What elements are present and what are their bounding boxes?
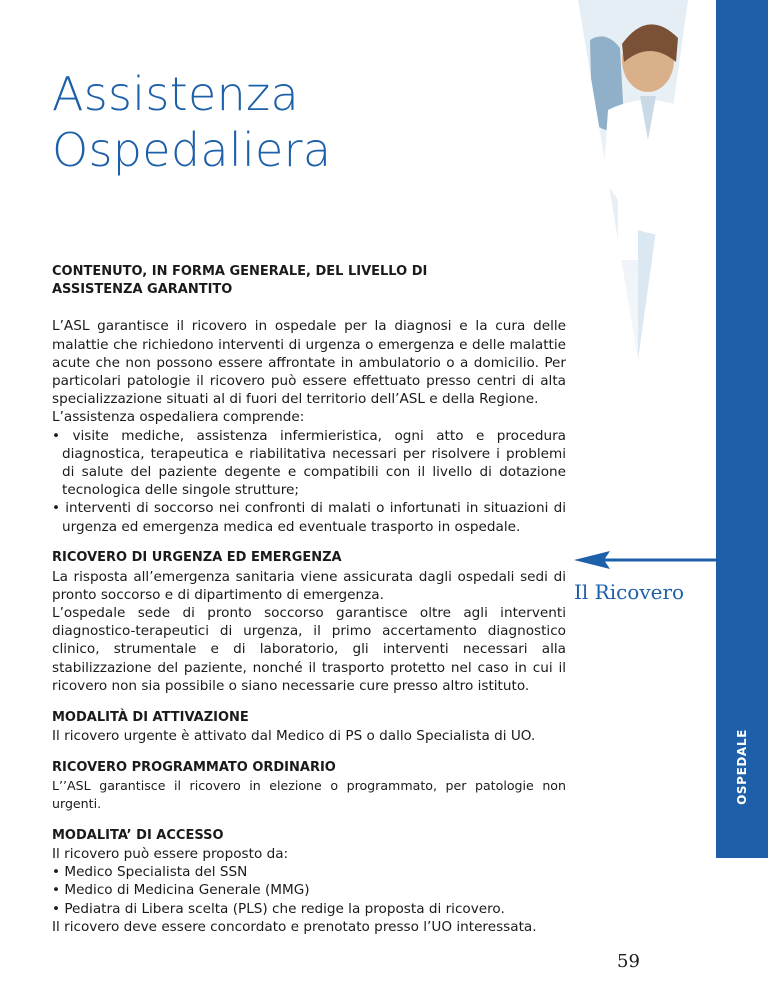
section-heading: RICOVERO DI URGENZA ED EMERGENZA (52, 550, 342, 566)
side-tab-text: OSPEDALE (735, 729, 749, 805)
doctors-photo-wedge (578, 0, 688, 360)
left-arrow-icon (570, 540, 716, 580)
section-accesso (52, 827, 566, 936)
list-item: • Pediatra di Libera scelta (PLS) che redige la proposta di ricovero. (52, 900, 505, 917)
main-content (52, 263, 566, 950)
heading-line-2: ASSISTENZA GARANTITO (52, 282, 233, 298)
bullet-list (52, 863, 566, 918)
bullet-list (52, 427, 566, 536)
section-paragraph: L’ospedale sede di pronto soccorso garantisce oltre agli interventi diagnostico-terapeutici di urgenza, il primo accertamento diagnostico clinico, strumentale e di laboratorio, gli interventi necessari alla stabilizzazione del paziente, nonché il trasporto protetto nel caso in cui il ricovero non sia possibile o siano necessarie cure presso altro istituto. (52, 605, 566, 694)
section-intro: L’assistenza ospedaliera comprende: (52, 409, 305, 426)
list-item: • interventi di soccorso nei confronti di malati o infortunati in situazioni di urgenza ed emergenza medica ed eventuale trasporto in ospedale. (52, 500, 566, 535)
section-closing: Il ricovero deve essere concordato e prenotato presso l’UO interessata. (52, 918, 537, 935)
section-paragraph: La risposta all’emergenza sanitaria viene assicurata dagli ospedali sedi di pronto soccorso e di dipartimento di emergenza. (52, 568, 566, 603)
section-heading: RICOVERO PROGRAMMATO ORDINARIO (52, 759, 336, 775)
page-title-line-1: Assistenza (52, 67, 299, 121)
section-marker-label: Il Ricovero (574, 580, 685, 604)
section-intro: Il ricovero può essere proposto da: (52, 846, 289, 863)
side-tab-label (724, 712, 760, 822)
page-number: 59 (617, 951, 640, 972)
list-item: • visite mediche, assistenza infermieristica, ogni atto e procedura diagnostica, terapeutica e riabilitativa necessari per risolvere i problemi di salute del paziente degente e compatibili con il livello di dotazione tecnologica delle singole strutture; (52, 427, 566, 499)
section-heading (52, 263, 566, 299)
heading-line-1: CONTENUTO, IN FORMA GENERALE, DEL LIVELLO DI (52, 264, 428, 279)
section-contenuto (52, 263, 566, 536)
section-paragraph: L’ASL garantisce il ricovero in ospedale per la diagnosi e la cura delle malattie che richiedono interventi di urgenza o emergenza e delle malattie acute che non possono essere affrontate in ambulatorio o a domicilio. Per particolari patologie il ricovero può essere effettuato presso centri di alta specializzazione situati al di fuori del territorio dell’ASL e della Regione. (52, 318, 566, 408)
section-paragraph: L’’ASL garantisce il ricovero in elezione o programmato, per patologie non urgenti. (52, 777, 566, 812)
section-programmato (52, 759, 566, 814)
section-urgenza (52, 549, 566, 695)
section-heading: MODALITA’ DI ACCESSO (52, 827, 224, 843)
section-attivazione (52, 709, 566, 745)
page-title (52, 66, 331, 178)
list-item: • Medico Specialista del SSN (52, 864, 248, 881)
list-item: • Medico di Medicina Generale (MMG) (52, 882, 310, 899)
section-heading: MODALITÀ DI ATTIVAZIONE (52, 709, 249, 725)
page-title-line-2: Ospedaliera (52, 123, 332, 177)
section-paragraph: Il ricovero urgente è attivato dal Medico di PS o dallo Specialista di UO. (52, 727, 536, 744)
